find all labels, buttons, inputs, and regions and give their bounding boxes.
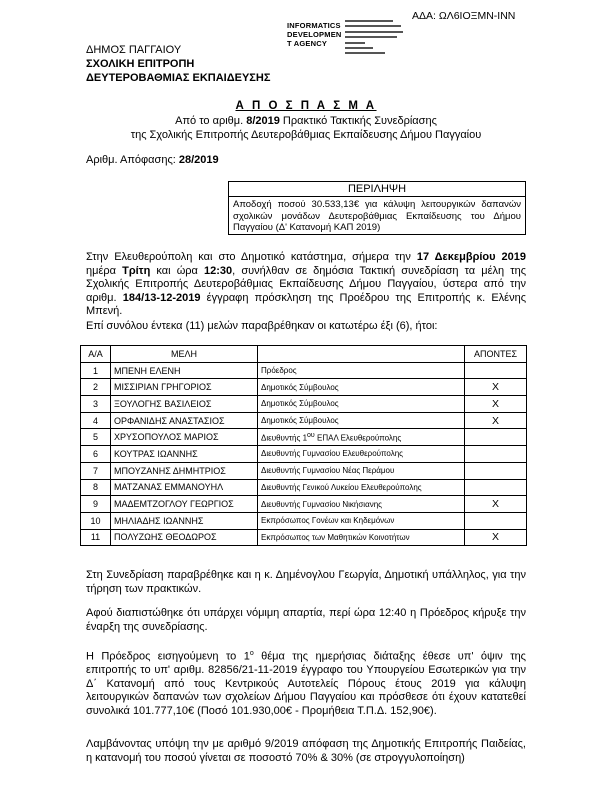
member-role-text: Διευθυντής Γυμνασίου Νικήσιανης bbox=[261, 499, 382, 509]
closing-paragraph: Λαμβάνοντας υπόψη την με αριθμό 9/2019 απόφαση της Δημοτικής Επιτροπής Παιδείας, η κατανομή του ποσού γίνεται σε ποσοστό 70% & 30% (σε στρογγυλοποίηση) bbox=[86, 738, 526, 764]
topic-text-post: θέμα της ημερήσιας διάταξης έθεσε υπ' όψιν της επιτροπής το υπ' αριθμ. 82856/21-11-2019 έγγραφο του Υπουργείου Εσωτερικών για την Δ΄ Κατανομή από τους Κεντρικούς Αυτοτελείς Πόρους έτους 2019 για κάλυψη λειτουργικών δαπανών των σχολείων Δήμου Παγγαίου και πρόσθεσε ότι έχουν κατατεθεί συνολικά 101.777,10€ (Ποσό 101.930,00€ - Προμήθεια Τ.Π.Δ. 152,90€). bbox=[86, 650, 526, 717]
member-absent-mark bbox=[465, 512, 527, 529]
subtitle-pre: Από το αριθμ. bbox=[175, 115, 247, 127]
document-header bbox=[86, 43, 270, 85]
member-role-text: Εκπρόσωπος των Μαθητικών Κοινοτήτων bbox=[261, 532, 410, 542]
header-committee: ΣΧΟΛΙΚΗ ΕΠΙΤΡΟΠΗ bbox=[86, 58, 195, 70]
member-number: 4 bbox=[81, 412, 111, 429]
member-number: 3 bbox=[81, 396, 111, 413]
intro-text-5: έγγραφη πρόσκληση της Προέδρου της Επιτροπής κ. Ελένης Μπενή. bbox=[86, 291, 527, 317]
document-title: Α Π Ο Σ Π Α Σ Μ Α bbox=[235, 100, 377, 112]
member-role bbox=[258, 412, 465, 429]
attendance-paragraph: Στη Συνεδρίαση παραβρέθηκε και η κ. Δημένογλου Γεωργία, Δημοτική υπάλληλος, για την τήρηση των πρακτικών. bbox=[86, 569, 526, 595]
subtitle-line-2: της Σχολικής Επιτροπής Δευτεροβάθμιας Εκπαίδευσης Δήμου Παγγαίου bbox=[130, 129, 482, 141]
intro-text-4: , συνήλθαν σε δημόσια Τακτική συνεδρίαση τα μέλη της Σχολικής Επιτροπής Δευτεροβάθμιας Εκπαίδευσης Δήμου Παγγαίου, ύστερα από την αριθμ. bbox=[86, 264, 526, 304]
member-name: ΧΡΥΣΟΠΟΥΛΟΣ ΜΑΡΙΟΣ bbox=[111, 429, 258, 446]
member-name: ΞΟΥΛΟΓΗΣ ΒΑΣΙΛΕΙΟΣ bbox=[111, 396, 258, 413]
member-number: 6 bbox=[81, 446, 111, 463]
meeting-date: 17 Δεκεμβρίου 2019 bbox=[416, 251, 526, 263]
table-header-row bbox=[81, 346, 527, 363]
summary-text: Αποδοχή ποσού 30.533,13€ για κάλυψη λειτουργικών δαπανών σχολικών μονάδων Δευτεροβάθμιας Εκπαίδευσης του Δήμου Παγγαίου (Δ' Κατανομή ΚΑΠ 2019) bbox=[233, 199, 521, 233]
member-name: ΟΡΦΑΝΙΔΗΣ ΑΝΑΣΤΑΣΙΟΣ bbox=[111, 412, 258, 429]
member-role bbox=[258, 429, 465, 446]
member-role-text: Διευθυντής Γυμνασίου Νέας Περάμου bbox=[261, 466, 395, 476]
quorum-line: Επί συνόλου έντεκα (11) μελών παραβρέθηκαν οι κατωτέρω έξι (6), ήτοι: bbox=[86, 320, 438, 332]
member-absent-mark: Χ bbox=[465, 412, 527, 429]
member-absent-mark: Χ bbox=[465, 496, 527, 513]
table-row bbox=[81, 396, 527, 413]
member-absent-mark: Χ bbox=[465, 529, 527, 546]
member-role-text: Δημοτικός Σύμβουλος bbox=[261, 416, 339, 426]
member-role-text: Εκπρόσωπος Γονέων και Κηδεμόνων bbox=[261, 516, 395, 526]
member-role-text: Διευθυντής 1 bbox=[261, 433, 308, 443]
member-number: 2 bbox=[81, 379, 111, 396]
member-role bbox=[258, 462, 465, 479]
header-members: ΜΕΛΗ bbox=[111, 346, 258, 363]
member-name: ΚΟΥΤΡΑΣ ΙΩΑΝΝΗΣ bbox=[111, 446, 258, 463]
member-absent-mark bbox=[465, 429, 527, 446]
meeting-day: Τρίτη bbox=[122, 264, 151, 277]
intro-paragraph bbox=[86, 251, 526, 319]
table-row bbox=[81, 462, 527, 479]
member-role-text: Διευθυντής Γυμνασίου Ελευθερούπολης bbox=[261, 449, 404, 459]
member-role-text: Δημοτικός Σύμβουλος bbox=[261, 399, 339, 409]
table-row bbox=[81, 412, 527, 429]
member-role bbox=[258, 512, 465, 529]
member-number: 7 bbox=[81, 462, 111, 479]
member-number: 1 bbox=[81, 362, 111, 379]
document-subtitle bbox=[0, 114, 612, 142]
member-role-text: Πρόεδρος bbox=[261, 366, 297, 376]
table-row bbox=[81, 479, 527, 496]
decision-number: 28/2019 bbox=[178, 154, 219, 166]
member-role-text: Διευθυντής Γενικού Λυκείου Ελευθερούπολης bbox=[261, 482, 422, 492]
member-role bbox=[258, 396, 465, 413]
stamp-line-3: T AGENCY bbox=[287, 39, 328, 48]
decision-number-line bbox=[86, 154, 219, 166]
intro-text-2: ημέρα bbox=[86, 264, 123, 277]
meeting-time: 12:30 bbox=[204, 264, 233, 277]
table-row bbox=[81, 496, 527, 513]
decision-label: Αριθμ. Απόφασης: bbox=[86, 154, 179, 166]
member-role bbox=[258, 379, 465, 396]
member-name: ΜΗΛΙΑΔΗΣ ΙΩΑΝΝΗΣ bbox=[111, 512, 258, 529]
member-absent-mark bbox=[465, 362, 527, 379]
topic-ordinal: ο bbox=[249, 650, 254, 657]
member-role-text: Δημοτικός Σύμβουλος bbox=[261, 382, 339, 392]
member-name: ΜΠΕΝΗ ΕΛΕΝΗ bbox=[111, 362, 258, 379]
member-role bbox=[258, 479, 465, 496]
member-role bbox=[258, 529, 465, 546]
summary-heading: ΠΕΡΙΛΗΨΗ bbox=[229, 182, 525, 197]
topic-paragraph bbox=[86, 647, 526, 718]
topic-text-pre: Η Πρόεδρος εισηγούμενη το 1 bbox=[86, 650, 250, 663]
member-role-ordinal: ου bbox=[307, 431, 315, 439]
quorum-paragraph: Αφού διαπιστώθηκε ότι υπάρχει νόμιμη απαρτία, περί ώρα 12:40 η Πρόεδρος κήρυξε την έναρξη της συνεδρίασης. bbox=[86, 607, 526, 633]
member-number: 8 bbox=[81, 479, 111, 496]
member-absent-mark: Χ bbox=[465, 379, 527, 396]
member-name: ΠΟΛΥΖΩΗΣ ΘΕΟΔΩΡΟΣ bbox=[111, 529, 258, 546]
member-number: 10 bbox=[81, 512, 111, 529]
member-number: 9 bbox=[81, 496, 111, 513]
member-absent-mark bbox=[465, 479, 527, 496]
table-row bbox=[81, 379, 527, 396]
intro-text-1: Στην Ελευθερούπολη και στο Δημοτικό κατάστημα, σήμερα την bbox=[86, 251, 417, 263]
subtitle-post: Πρακτικό Τακτικής Συνεδρίασης bbox=[279, 115, 437, 127]
stamp-fine-print bbox=[345, 20, 403, 66]
header-absent: ΑΠΟΝΤΕΣ bbox=[465, 346, 527, 363]
table-row bbox=[81, 512, 527, 529]
minutes-number: 8/2019 bbox=[246, 115, 280, 127]
member-role bbox=[258, 446, 465, 463]
member-name: ΜΑΤΖΑΝΑΣ ΕΜΜΑΝΟΥΗΛ bbox=[111, 479, 258, 496]
member-role bbox=[258, 362, 465, 379]
table-row bbox=[81, 362, 527, 379]
header-role bbox=[258, 346, 465, 363]
members-table bbox=[80, 345, 527, 546]
member-number: 5 bbox=[81, 429, 111, 446]
header-education-level: ΔΕΥΤΕΡΟΒΑΘΜΙΑΣ ΕΚΠΑΙΔΕΥΣΗΣ bbox=[86, 72, 271, 84]
invitation-ref: 184/13-12-2019 bbox=[122, 291, 201, 304]
summary-box bbox=[228, 181, 526, 235]
member-absent-mark: Χ bbox=[465, 396, 527, 413]
member-absent-mark bbox=[465, 446, 527, 463]
member-name: ΜΑΔΕΜΤΖΟΓΛΟΥ ΓΕΩΡΓΙΟΣ bbox=[111, 496, 258, 513]
table-row bbox=[81, 429, 527, 446]
member-number: 11 bbox=[81, 529, 111, 546]
member-absent-mark bbox=[465, 462, 527, 479]
intro-text-3: και ώρα bbox=[150, 264, 205, 277]
member-name: ΜΙΣΣΙΡΙΑΝ ΓΡΗΓΟΡΙΟΣ bbox=[111, 379, 258, 396]
header-municipality: ΔΗΜΟΣ ΠΑΓΓΑΙΟΥ bbox=[86, 44, 182, 56]
table-row bbox=[81, 446, 527, 463]
table-row bbox=[81, 529, 527, 546]
member-role bbox=[258, 496, 465, 513]
member-role-text-post: ΕΠΑΛ Ελευθερούπολης bbox=[314, 433, 402, 443]
informatics-agency-stamp bbox=[287, 21, 353, 61]
ada-code: ΑΔΑ: ΩΛ6ΙΟΞΜΝ-ΙΝΝ bbox=[412, 10, 516, 22]
header-aa: Α/Α bbox=[81, 346, 111, 363]
stamp-line-2: DEVELOPMEN bbox=[287, 30, 342, 39]
stamp-line-1: INFORMATICS bbox=[287, 21, 341, 30]
member-name: ΜΠΟΥΖΑΝΗΣ ΔΗΜΗΤΡΙΟΣ bbox=[111, 462, 258, 479]
